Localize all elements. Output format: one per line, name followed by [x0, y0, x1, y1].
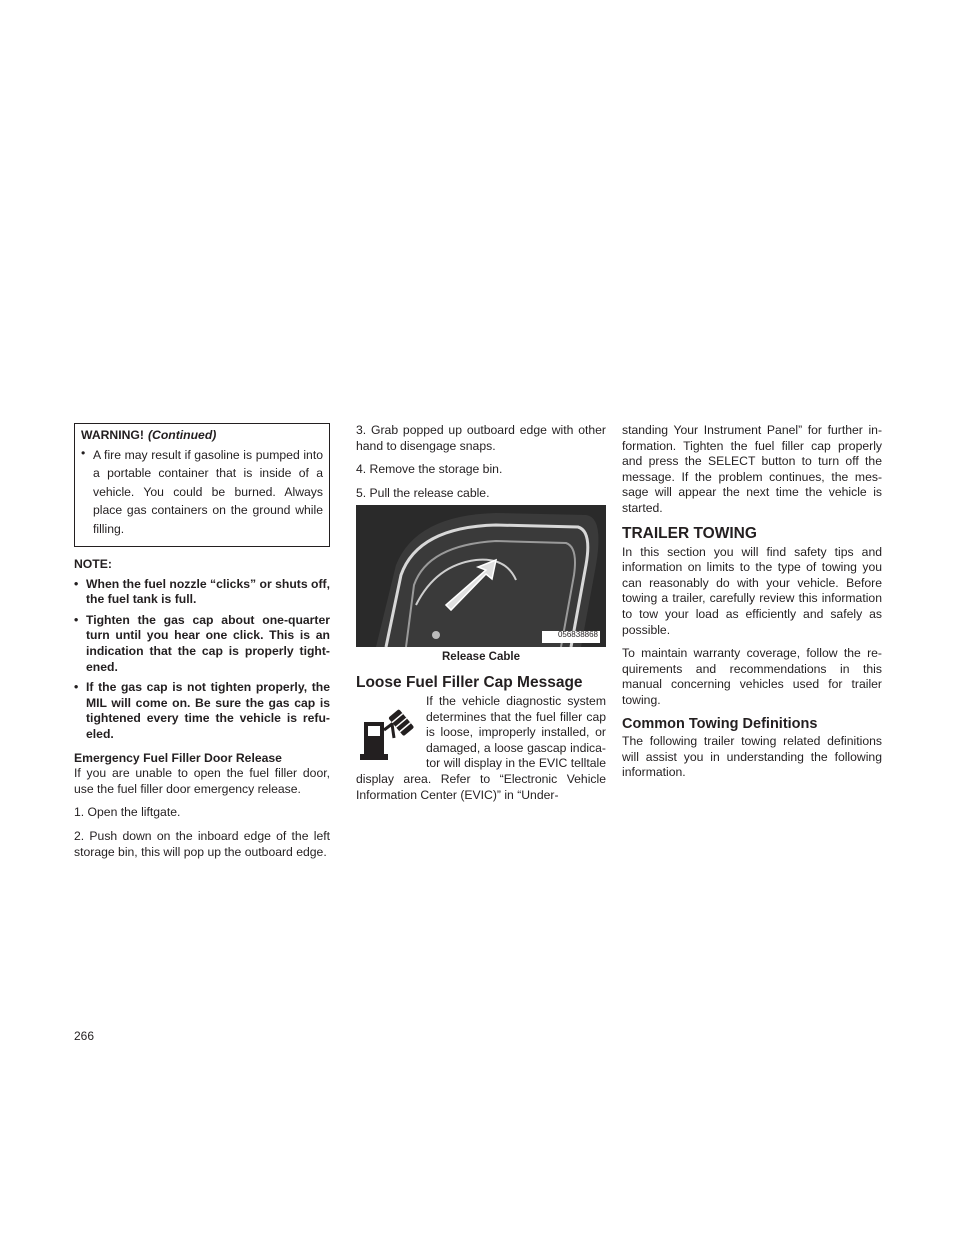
warning-item [81, 446, 323, 539]
column-right [622, 423, 882, 789]
warning-text: A fire may result if gasoline is pumped into a portable container that is inside of a vehicle. You could be burned. Always place gas containers on the ground while filling. [93, 447, 323, 536]
note-text: When the fuel nozzle “clicks” or shuts off, the fuel tank is full. [86, 576, 330, 607]
page-number: 266 [74, 1029, 95, 1043]
step-1: 1. Open the liftgate. [74, 805, 181, 820]
column-middle [356, 423, 606, 811]
loose-cap-heading: Loose Fuel Filler Cap Message [356, 673, 583, 691]
note-text: If the gas cap is not tighten properly, the MIL will come on. Be sure the gas cap is tightened every time the vehicle is refu-eled. [86, 680, 330, 742]
emergency-intro: If you are unable to open the fuel filler door, use the fuel filler door emergency release. [74, 766, 330, 796]
warning-title [81, 428, 323, 444]
step-2: 2. Push down on the inboard edge of the left storage bin, this will pop up the outboard edge. [74, 829, 330, 859]
trailer-warranty: To maintain warranty coverage, follow the re-quirements and recommendations in this manual concerning vehicles used for trailer towing. [622, 646, 882, 707]
step-4: 4. Remove the storage bin. [356, 462, 503, 477]
step-3: 3. Grab popped up outboard edge with other hand to disengage snaps. [356, 423, 606, 453]
loose-cap-continued: standing Your Instrument Panel” for further in-formation. Tighten the fuel filler cap properly and press the SELECT button to turn off the message. If the problem continues, the mes-sage will appear the next time the vehicle is started. [622, 423, 882, 515]
loose-cap-section [356, 694, 606, 803]
bullet: • [74, 612, 79, 627]
loose-cap-text: If the vehicle diagnostic system determines that the fuel filler cap is loose, improperly installed, or damaged, a loose gascap indica-tor will display in the EVIC telltale display area. Refer to “Electronic Vehicle Information Center (EVIC)” in “Under- [356, 693, 606, 802]
note-label: NOTE: [74, 557, 112, 572]
release-cable-photo [356, 505, 606, 647]
step-5: 5. Pull the release cable. [356, 485, 490, 500]
definitions-text: The following trailer towing related definitions will assist you in understanding the following information. [622, 734, 882, 780]
figure-code: 056838868 [557, 629, 598, 639]
column-left [74, 423, 330, 868]
note-text: Tighten the gas cap about one-quarter turn until you hear one click. This is an indication that the cap is properly tight-ened. [86, 612, 330, 674]
bullet: • [81, 445, 86, 460]
bullet: • [74, 680, 79, 695]
note-item [74, 680, 330, 742]
trailer-intro: In this section you will find safety tips and information on limits to the type of towing you can reasonably do with your vehicle. Before towing a trailer, carefully review this information to tow your load as efficiently and safely as possible. [622, 544, 882, 637]
loose-fuel-cap-icon [358, 704, 416, 764]
trailer-towing-heading: TRAILER TOWING [622, 524, 757, 542]
warning-box [74, 423, 330, 547]
note-item [74, 577, 330, 608]
emergency-heading: Emergency Fuel Filler Door Release [74, 750, 282, 765]
warning-continued: (Continued) [147, 428, 217, 442]
warning-label: WARNING! [81, 428, 144, 442]
bullet: • [74, 576, 79, 591]
definitions-heading: Common Towing Definitions [622, 715, 818, 732]
note-item [74, 613, 330, 675]
figure-caption: Release Cable [442, 651, 520, 664]
